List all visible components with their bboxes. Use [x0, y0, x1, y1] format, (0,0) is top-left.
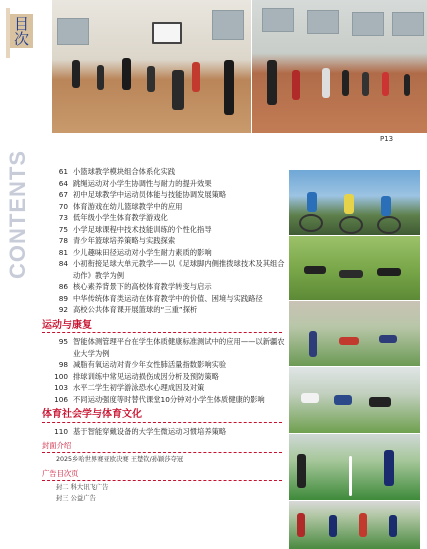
table-of-contents	[42, 166, 288, 505]
toc-title: 核心素养背景下的高校体育教学转变与启示	[73, 282, 212, 291]
toc-entry	[48, 336, 288, 359]
toc-page-number: 84	[58, 259, 68, 268]
toc-entry	[48, 281, 288, 293]
basketball-photo	[52, 0, 251, 133]
page-reference: P13	[380, 135, 394, 143]
toc-page-number: 95	[58, 337, 68, 346]
toc-page-number: 70	[58, 201, 68, 211]
mulu-label: 目次	[10, 14, 33, 48]
toc-title: 不同运动强度等时替代课堂10分钟对小学生体质健康的影响	[73, 394, 265, 404]
toc-entry	[48, 189, 288, 201]
toc-title: 小初衔接足球大单元教学——以《足球脚内侧推拨球技术及其组合动作》教学为例	[73, 259, 285, 280]
toc-title: 跳绳运动对小学生协调性与耐力的提升效果	[73, 178, 212, 188]
toc-title: 基于智能穿戴设备的大学生微运动习惯培养策略	[73, 426, 227, 436]
toc-page-number: 89	[58, 293, 68, 303]
toc-title: 高校公共体育课开展篮球的“三重”探析	[73, 305, 198, 314]
stretching-photo	[289, 236, 420, 300]
toc-entry	[48, 293, 288, 305]
toc-title: 水平二学生初学游泳恐水心理成因及对策	[73, 383, 205, 392]
ad-page-label: 封三	[56, 495, 69, 502]
cycling-photo	[289, 170, 420, 235]
gym-photo	[252, 0, 427, 133]
toc-page-number: 73	[58, 213, 68, 222]
toc-page-number: 106	[54, 394, 68, 404]
toc-entry	[48, 224, 288, 236]
toc-title: 青少年篮球培养策略与实践探索	[73, 236, 176, 245]
toc-title: 低年级小学生体育教学游戏化	[73, 213, 168, 222]
toc-entry	[48, 394, 288, 406]
toc-entry	[48, 166, 288, 178]
ad-index-entry	[48, 493, 288, 505]
toc-entry	[48, 258, 288, 281]
toc-entry	[48, 371, 288, 383]
field-exercise-photo	[289, 301, 420, 366]
toc-page-number: 92	[58, 305, 68, 314]
ad-title: 公益广告	[70, 495, 96, 502]
toc-page-number: 67	[58, 190, 68, 199]
cover-intro-text: 2025乡哈世界赛亚欧决赛 王楚钦/孙颖莎夺冠	[56, 455, 184, 463]
toc-entry	[48, 201, 288, 213]
toc-page-number: 86	[58, 282, 68, 291]
toc-title: 初中足球教学中运动员体能与技能协调发展策略	[73, 190, 227, 199]
sidebar	[0, 0, 30, 548]
toc-page-number: 75	[58, 224, 68, 234]
toc-entry	[48, 212, 288, 224]
toc-entry	[48, 382, 288, 394]
toc-entry	[48, 178, 288, 190]
toc-entry	[48, 247, 288, 259]
toc-page-number: 81	[58, 247, 68, 257]
toc-page-number: 98	[58, 360, 68, 369]
cover-intro-heading: 封面介绍	[42, 440, 282, 453]
toc-page-number: 110	[54, 426, 68, 436]
toc-entry	[48, 235, 288, 247]
ad-title: 科大讯飞广告	[70, 483, 109, 491]
toc-page-number: 64	[58, 178, 68, 188]
group-stretch-photo	[289, 367, 420, 433]
toc-title: 减脂有氧运动对青少年女性肺活量指数影响实验	[73, 360, 227, 369]
toc-title: 小学足球课程中技术技能训练的个性化指导	[73, 224, 212, 234]
section-heading: 体育社会学与体育文化	[42, 409, 282, 423]
toc-page-number: 103	[54, 383, 68, 392]
toc-title: 智能体测管理平台在学生体质健康标准测试中的应用——以新疆农业大学为例	[73, 337, 285, 358]
toc-title: 中华传统体育类运动在体育教学中的价值、困境与实践路径	[73, 293, 263, 303]
toc-page-number: 100	[54, 371, 68, 381]
toc-entry	[48, 426, 288, 438]
contents-word: CONTENTS	[5, 150, 30, 279]
toc-page-number: 61	[58, 167, 68, 176]
running-track-photo	[289, 434, 420, 500]
hoop	[152, 22, 182, 44]
section-heading: 运动与康复	[42, 320, 282, 334]
toc-title: 少儿趣味田径运动对小学生耐力素质的影响	[73, 247, 212, 257]
toc-title: 排球训练中常见运动损伤成因分析及预防策略	[73, 371, 219, 381]
ad-index-heading: 广告目次页	[42, 468, 282, 481]
toc-entry	[48, 359, 288, 371]
toc-page-number: 78	[58, 236, 68, 245]
toc-entry	[48, 304, 288, 316]
ad-page-label: 封二	[56, 483, 69, 491]
football-photo	[289, 501, 420, 549]
ad-index-entry	[48, 482, 288, 494]
toc-title: 小篮球教学模块组合体系化实践	[73, 167, 176, 176]
toc-title: 体育游戏在幼儿篮球教学中的应用	[73, 201, 183, 211]
